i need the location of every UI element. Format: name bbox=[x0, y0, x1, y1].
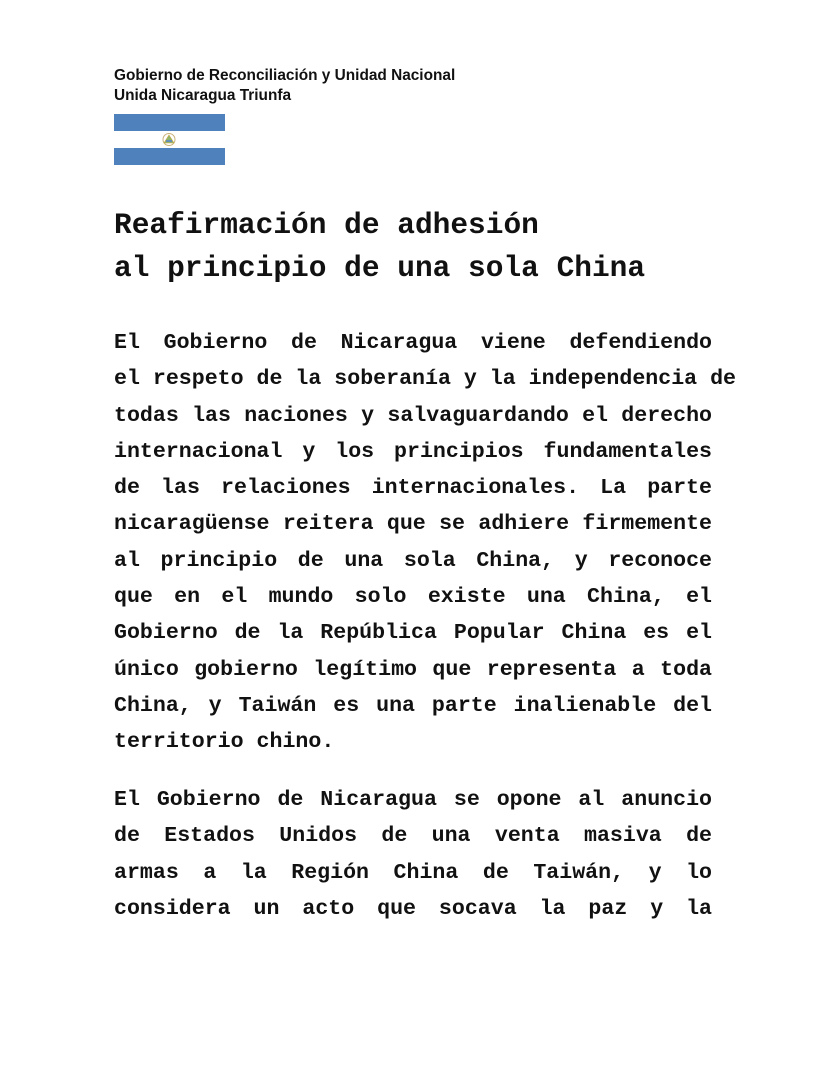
paragraph-line: territorio chino. bbox=[114, 730, 335, 755]
paragraph-line: El Gobierno de Nicaragua viene defendiendo bbox=[114, 331, 712, 355]
paragraph-line: El Gobierno de Nicaragua se opone al anuncio bbox=[114, 788, 712, 812]
flag-bottom-stripe bbox=[114, 148, 225, 165]
paragraph-line: al principio de una sola China, y reconoce bbox=[114, 548, 712, 573]
paragraph-line: considera un acto que socava la paz y la bbox=[114, 896, 712, 921]
title-line-1: Reafirmación de adhesión bbox=[114, 208, 539, 242]
flag-top-stripe bbox=[114, 114, 225, 131]
paragraph-line: nicaragüense reitera que se adhiere firmemente bbox=[114, 512, 712, 537]
paragraph-line: de Estados Unidos de una venta masiva de bbox=[114, 824, 712, 849]
paragraph-line: Gobierno de la República Popular China es el bbox=[114, 621, 712, 646]
paragraph-line: todas las naciones y salvaguardando el derecho bbox=[114, 403, 712, 428]
title-line-2: al principio de una sola China bbox=[114, 251, 646, 285]
paragraph-2 bbox=[114, 782, 712, 927]
paragraph-line: armas a la Región China de Taiwán, y lo bbox=[114, 860, 712, 885]
paragraph-line: único gobierno legítimo que representa a toda bbox=[114, 657, 712, 682]
paragraph-line: internacional y los principios fundamentales bbox=[114, 439, 712, 464]
organization-slogan: Unida Nicaragua Triunfa bbox=[114, 87, 292, 104]
paragraph-line: China, y Taiwán es una parte inalienable del bbox=[114, 693, 712, 718]
nicaragua-flag-icon bbox=[114, 114, 225, 165]
paragraph-1 bbox=[114, 325, 737, 761]
coat-of-arms-icon bbox=[162, 133, 176, 146]
document-title bbox=[114, 204, 645, 290]
organization-name: Gobierno de Reconciliación y Unidad Nacional bbox=[114, 67, 456, 84]
organization-header bbox=[114, 66, 455, 106]
paragraph-line: de las relaciones internacionales. La parte bbox=[114, 476, 712, 501]
paragraph-line: que en el mundo solo existe una China, el bbox=[114, 585, 712, 610]
paragraph-line: el respeto de la soberanía y la independencia de bbox=[114, 367, 737, 392]
